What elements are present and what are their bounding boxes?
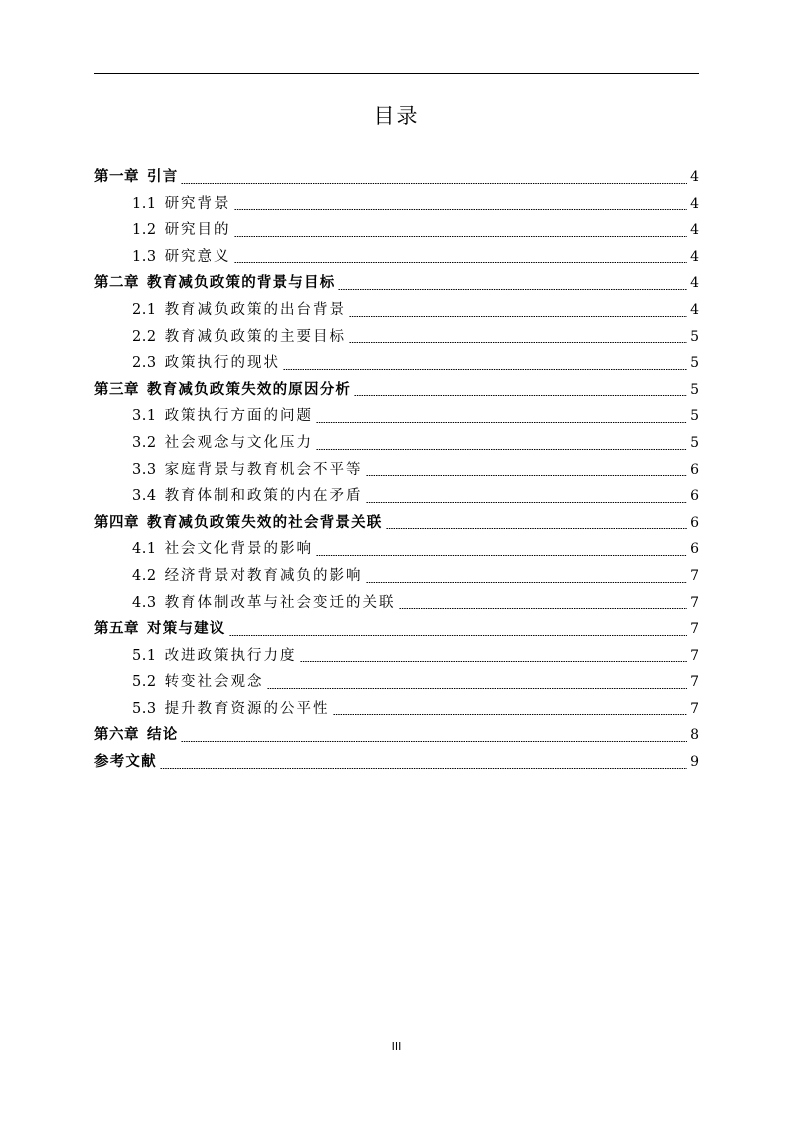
toc-entry-number: 3.1: [132, 408, 157, 425]
toc-entry-page: 6: [690, 514, 699, 531]
dot-leader: [181, 741, 687, 742]
toc-entry-page: 6: [690, 461, 699, 478]
dot-leader: [399, 608, 688, 609]
toc-section-entry[interactable]: [94, 483, 699, 510]
toc-entry-number: 3.4: [132, 488, 157, 505]
toc-chapter-entry[interactable]: [94, 164, 699, 191]
toc-entry-title: 教育体制改革与社会变迁的关联: [164, 594, 396, 611]
toc-entry-number: 4.1: [132, 541, 157, 558]
toc-entry-page: 4: [690, 222, 699, 239]
toc-entry-title: 社会文化背景的影响: [164, 541, 314, 558]
toc-chapter-entry[interactable]: [94, 722, 699, 749]
toc-entry-page: 7: [690, 567, 699, 584]
toc-entry-number: 3.3: [132, 461, 157, 478]
toc-entry-title: 提升教育资源的公平性: [164, 700, 330, 717]
toc-entry-title: 教育减负政策失效的社会背景关联: [147, 514, 383, 531]
toc-entry-number: 第五章: [94, 621, 139, 638]
toc-entry-number: 第二章: [94, 275, 139, 292]
toc-section-entry[interactable]: [94, 430, 699, 457]
toc-entry-title: 研究目的: [164, 222, 231, 239]
dot-leader: [181, 183, 687, 184]
toc-section-entry[interactable]: [94, 643, 699, 670]
dot-leader: [349, 342, 687, 343]
toc-entry-page: 5: [690, 408, 699, 425]
dot-leader: [316, 422, 687, 423]
dot-leader: [229, 635, 688, 636]
toc-chapter-entry[interactable]: [94, 270, 699, 297]
toc-entry-number: 3.2: [132, 434, 157, 451]
toc-entry-page: 7: [690, 674, 699, 691]
toc-entry-title: 教育减负政策的出台背景: [164, 301, 347, 318]
dot-leader: [160, 768, 687, 769]
toc-entry-title: 转变社会观念: [164, 674, 264, 691]
header-rule: [94, 73, 699, 74]
dot-leader: [234, 209, 688, 210]
dot-leader: [354, 395, 687, 396]
toc-entry-number: 2.3: [132, 355, 157, 372]
dot-leader: [338, 289, 687, 290]
toc-entry-number: 1.2: [132, 222, 157, 239]
toc-entry-page: 8: [690, 727, 699, 744]
toc-section-entry[interactable]: [94, 457, 699, 484]
toc-entry-page: 4: [690, 169, 699, 185]
toc-entry-number: 1.1: [132, 195, 157, 212]
toc-entry-number: 4.2: [132, 567, 157, 584]
toc-entry-page: 7: [690, 700, 699, 717]
toc-chapter-entry[interactable]: [94, 749, 699, 776]
toc-entry-number: 5.1: [132, 647, 157, 664]
toc-entry-page: 4: [690, 248, 699, 265]
toc-entry-page: 4: [690, 301, 699, 318]
toc-section-entry[interactable]: [94, 536, 699, 563]
toc-section-entry[interactable]: [94, 324, 699, 351]
dot-leader: [333, 714, 688, 715]
toc-section-entry[interactable]: [94, 403, 699, 430]
toc-entry-page: 5: [690, 328, 699, 345]
toc-entry-page: 7: [690, 621, 699, 638]
toc-entry-title: 社会观念与文化压力: [164, 434, 314, 451]
toc-section-entry[interactable]: [94, 590, 699, 617]
dot-leader: [300, 661, 688, 662]
toc-entry-page: 5: [690, 355, 699, 372]
page-number: III: [391, 1040, 402, 1053]
toc-section-entry[interactable]: [94, 217, 699, 244]
toc-entry-title: 结论: [147, 727, 179, 744]
toc-entry-page: 7: [690, 594, 699, 611]
toc-entry-title: 教育减负政策的背景与目标: [147, 275, 336, 292]
toc-entry-number: 第三章: [94, 381, 139, 398]
dot-leader: [267, 688, 688, 689]
toc-section-entry[interactable]: [94, 297, 699, 324]
toc-entry-title: 教育减负政策失效的原因分析: [147, 381, 352, 398]
toc-entry-number: 第一章: [94, 169, 139, 185]
dot-leader: [366, 502, 688, 503]
toc-section-entry[interactable]: [94, 696, 699, 723]
table-of-contents: [94, 164, 699, 776]
toc-entry-title: 对策与建议: [147, 621, 226, 638]
toc-entry-number: 5.3: [132, 700, 157, 717]
toc-chapter-entry[interactable]: [94, 377, 699, 404]
dot-leader: [366, 475, 688, 476]
toc-entry-page: 4: [690, 195, 699, 212]
toc-section-entry[interactable]: [94, 669, 699, 696]
toc-entry-title: 家庭背景与教育机会不平等: [164, 461, 363, 478]
toc-entry-page: 6: [690, 488, 699, 505]
toc-entry-title: 教育减负政策的主要目标: [164, 328, 347, 345]
toc-entry-page: 9: [690, 754, 699, 771]
toc-entry-number: 1.3: [132, 248, 157, 265]
toc-entry-number: 2.1: [132, 301, 157, 318]
dot-leader: [283, 369, 687, 370]
toc-entry-title: 经济背景对教育减负的影响: [164, 567, 363, 584]
dot-leader: [349, 316, 687, 317]
dot-leader: [386, 528, 688, 529]
toc-entry-title: 政策执行的现状: [164, 355, 281, 372]
toc-entry-page: 5: [690, 381, 699, 398]
toc-chapter-entry[interactable]: [94, 510, 699, 537]
toc-entry-number: 2.2: [132, 328, 157, 345]
toc-section-entry[interactable]: [94, 191, 699, 218]
toc-section-entry[interactable]: [94, 350, 699, 377]
toc-entry-title: 研究意义: [164, 248, 231, 265]
toc-entry-title: 引言: [147, 169, 179, 185]
toc-entry-page: 5: [690, 434, 699, 451]
toc-entry-page: 4: [690, 275, 699, 292]
dot-leader: [366, 582, 688, 583]
toc-section-entry[interactable]: [94, 563, 699, 590]
toc-entry-title: 政策执行方面的问题: [164, 408, 314, 425]
dot-leader: [234, 262, 688, 263]
dot-leader: [316, 449, 687, 450]
toc-entry-title: 参考文献: [94, 754, 157, 771]
toc-entry-number: 第四章: [94, 514, 139, 531]
toc-entry-page: 7: [690, 647, 699, 664]
toc-entry-number: 第六章: [94, 727, 139, 744]
page-title: 目录: [373, 104, 420, 128]
toc-entry-title: 教育体制和政策的内在矛盾: [164, 488, 363, 505]
toc-entry-title: 改进政策执行力度: [164, 647, 297, 664]
toc-chapter-entry[interactable]: [94, 616, 699, 643]
toc-entry-number: 4.3: [132, 594, 157, 611]
dot-leader: [316, 555, 687, 556]
toc-entry-page: 6: [690, 541, 699, 558]
toc-entry-number: 5.2: [132, 674, 157, 691]
toc-section-entry[interactable]: [94, 244, 699, 271]
dot-leader: [234, 236, 688, 237]
toc-entry-title: 研究背景: [164, 195, 231, 212]
